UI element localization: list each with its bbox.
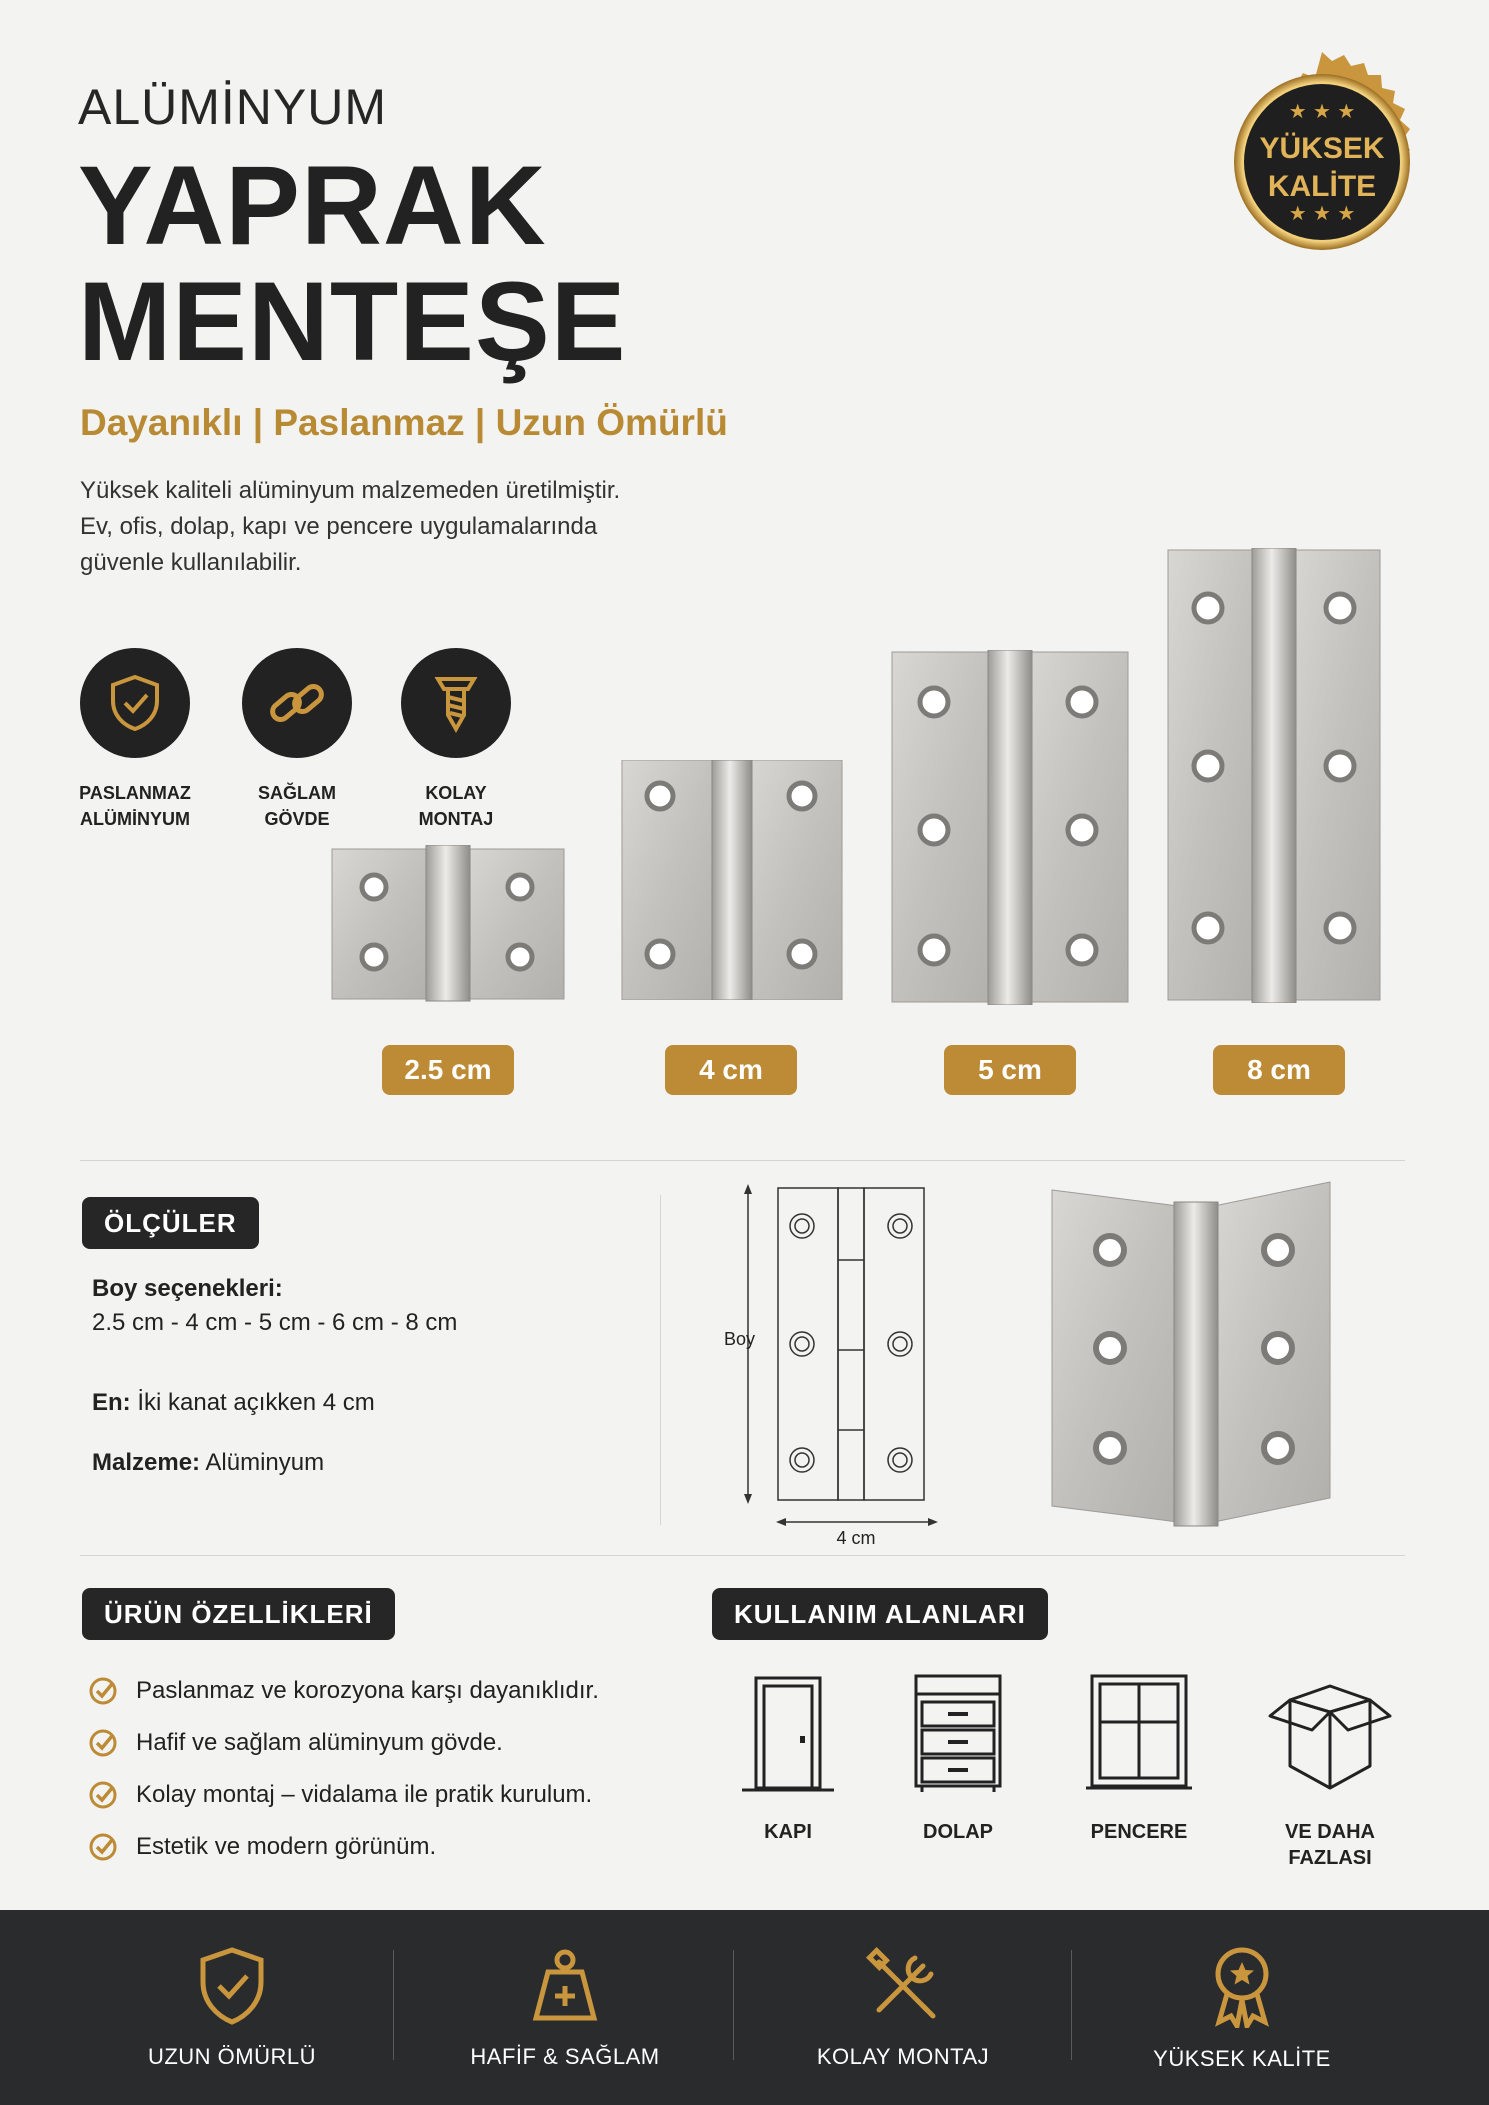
usage-heading: KULLANIM ALANLARI — [712, 1588, 1048, 1640]
size-label-5cm: 5 cm — [944, 1045, 1076, 1095]
description-line: güvenle kullanılabilir. — [80, 549, 302, 576]
feature-text: Hafif ve sağlam alüminyum gövde. — [136, 1729, 503, 1756]
feature-label: PASLANMAZ — [79, 783, 191, 803]
hinge-4cm-image — [620, 760, 844, 1000]
dimensions-heading: ÖLÇÜLER — [82, 1197, 259, 1249]
title-line-2: MENTEŞE — [78, 259, 627, 384]
hinge-8cm-image — [1166, 548, 1382, 1003]
door-icon — [738, 1672, 838, 1796]
list-item — [88, 1665, 599, 1717]
open-hinge-image — [1050, 1180, 1340, 1535]
material-label: Malzeme: — [92, 1449, 201, 1476]
divider — [80, 1160, 1405, 1161]
feature-label: SAĞLAM — [258, 783, 336, 803]
tagline: Dayanıklı | Paslanmaz | Uzun Ömürlü — [80, 402, 728, 443]
footer-item-durable — [62, 1910, 402, 2105]
list-item — [88, 1717, 599, 1769]
list-item — [88, 1769, 599, 1821]
hinge-5cm-image — [890, 650, 1130, 1005]
usage-label: VE DAHA — [1284, 1821, 1375, 1843]
product-features-list — [88, 1665, 599, 1873]
footer-item-high-quality — [1072, 1910, 1412, 2105]
footer-label: YÜKSEK KALİTE — [1153, 2045, 1331, 2071]
weight-icon — [528, 1946, 602, 2026]
svg-text:★ ★ ★: ★ ★ ★ — [1288, 201, 1356, 225]
check-circle-icon — [88, 1676, 118, 1706]
footer-label: KOLAY MONTAJ — [816, 2043, 990, 2069]
hinge-2-5cm-image — [330, 845, 566, 1005]
description-line: Yüksek kaliteli alüminyum malzemeden üretilmiştir. — [80, 477, 621, 504]
usage-door — [713, 1672, 863, 1845]
usage-label: FAZLASI — [1288, 1847, 1372, 1869]
feature-label: GÖVDE — [264, 809, 330, 829]
check-circle-icon — [88, 1780, 118, 1810]
drawer-cabinet-icon — [908, 1672, 1008, 1796]
screw-icon — [401, 648, 511, 758]
feature-text: Paslanmaz ve korozyona karşı dayanıklıdır. — [136, 1677, 599, 1704]
usage-cabinet — [883, 1672, 1033, 1845]
shield-check-icon — [80, 648, 190, 758]
page-title — [78, 143, 627, 384]
diagram-width-label: 4 cm — [836, 1528, 876, 1548]
feature-text: Kolay montaj – vidalama ile pratik kurulum. — [136, 1781, 593, 1808]
feature-strong-body — [237, 648, 357, 832]
width-value: İki kanat açıkken 4 cm — [137, 1389, 375, 1416]
usage-label: DOLAP — [923, 1821, 993, 1843]
footer-item-light-strong — [395, 1910, 735, 2105]
check-circle-icon — [88, 1728, 118, 1758]
footer-item-easy-mount — [733, 1910, 1073, 2105]
title-line-1: YAPRAK — [78, 143, 547, 268]
usage-label: PENCERE — [1090, 1821, 1188, 1843]
check-circle-icon — [88, 1832, 118, 1862]
svg-text:★ ★ ★: ★ ★ ★ — [1288, 99, 1356, 123]
width-spec — [92, 1386, 375, 1420]
material-value: Alüminyum — [205, 1449, 325, 1476]
feature-easy-mount — [396, 648, 516, 832]
diagram-height-label: Boy — [724, 1329, 756, 1349]
footer-bar — [0, 1910, 1489, 2105]
size-label-4cm: 4 cm — [665, 1045, 797, 1095]
feature-label: MONTAJ — [418, 809, 494, 829]
award-icon — [1207, 1944, 1277, 2028]
list-item — [88, 1821, 599, 1873]
footer-label: HAFİF & SAĞLAM — [470, 2043, 660, 2069]
window-icon — [1084, 1672, 1194, 1796]
size-label-2-5cm: 2.5 cm — [382, 1045, 514, 1095]
description-line: Ev, ofis, dolap, kapı ve pencere uygulamalarında — [80, 513, 598, 540]
chain-link-icon — [242, 648, 352, 758]
footer-label: UZUN ÖMÜRLÜ — [147, 2043, 317, 2069]
feature-label: KOLAY — [425, 783, 487, 803]
subtitle: ALÜMİNYUM — [78, 79, 388, 135]
footer-divider — [393, 1950, 394, 2060]
quality-badge — [1210, 50, 1434, 274]
description — [80, 473, 780, 581]
shield-check-icon — [195, 1946, 269, 2026]
material-spec — [92, 1446, 324, 1480]
feature-rust-proof — [75, 648, 195, 832]
length-options — [92, 1272, 457, 1340]
usage-more — [1255, 1672, 1405, 1871]
width-label: En: — [92, 1389, 131, 1416]
badge-line-1: YÜKSEK — [1259, 132, 1385, 165]
feature-text: Estetik ve modern görünüm. — [136, 1833, 437, 1860]
badge-line-2: KALİTE — [1267, 170, 1377, 203]
product-features-heading: ÜRÜN ÖZELLİKLERİ — [82, 1588, 395, 1640]
tools-icon — [863, 1946, 943, 2026]
usage-window — [1064, 1672, 1214, 1845]
box-icon — [1260, 1672, 1400, 1796]
length-values: 2.5 cm - 4 cm - 5 cm - 6 cm - 8 cm — [92, 1309, 458, 1336]
size-label-8cm: 8 cm — [1213, 1045, 1345, 1095]
feature-label: ALÜMİNYUM — [80, 809, 190, 829]
divider — [80, 1555, 1405, 1556]
dimension-diagram — [700, 1182, 960, 1552]
vertical-divider — [660, 1195, 661, 1525]
usage-label: KAPI — [764, 1821, 812, 1843]
length-label: Boy seçenekleri: — [92, 1275, 283, 1302]
